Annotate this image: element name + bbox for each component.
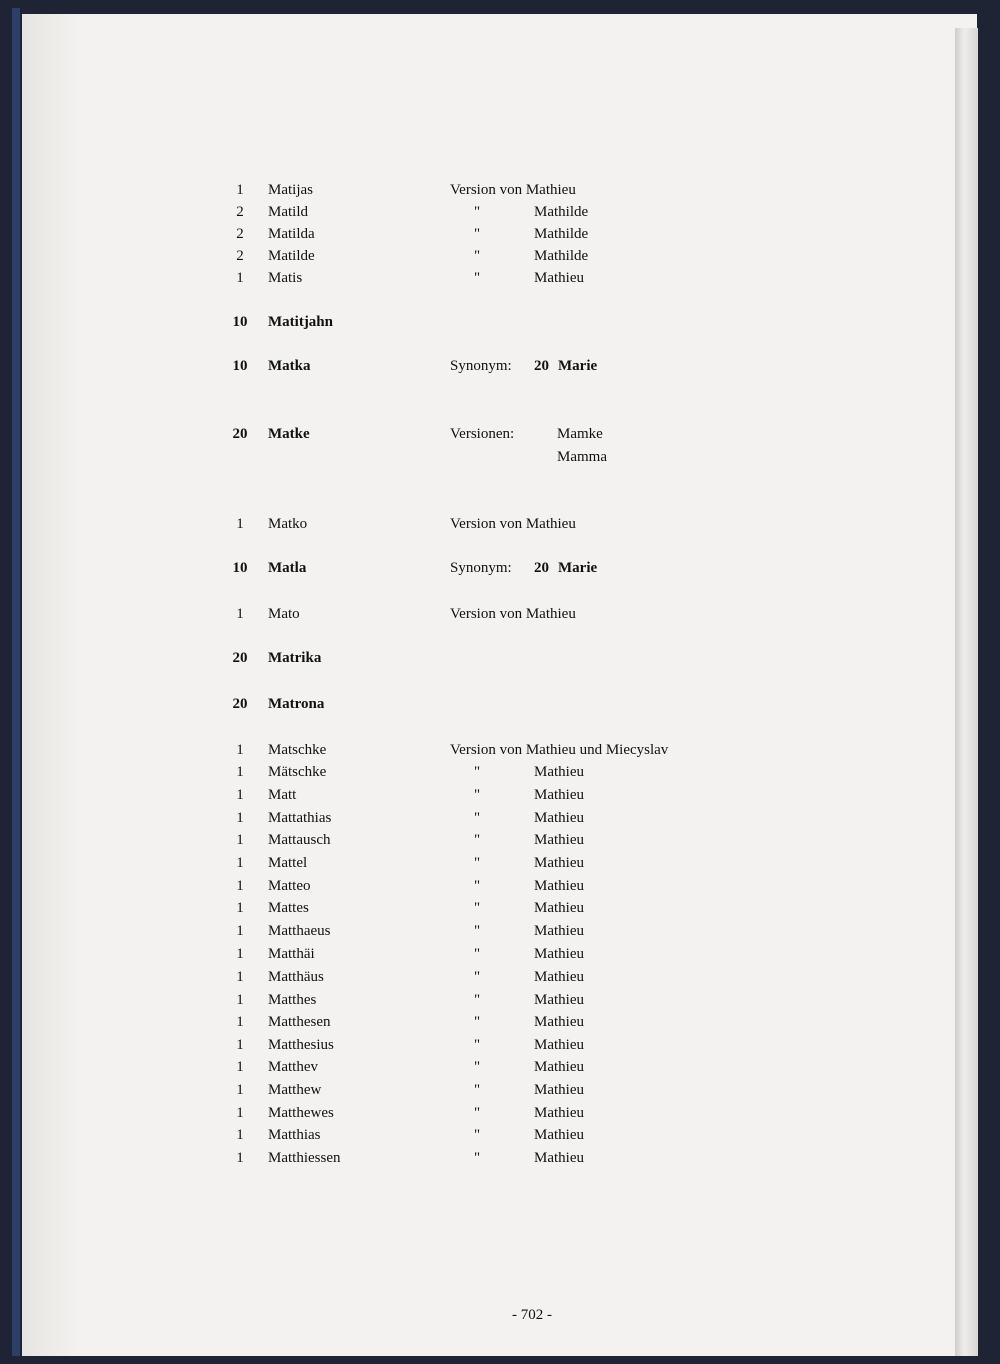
entry-frequency-number: 1 — [236, 1037, 244, 1053]
entry-frequency-number: 1 — [236, 1127, 244, 1143]
entry-frequency-number: 1 — [236, 516, 244, 532]
entry-name: Mattes — [268, 900, 309, 916]
entry-frequency-number: 10 — [232, 358, 248, 374]
entry-frequency-number: 1 — [236, 1082, 244, 1098]
entry-target-name: Mathieu — [534, 855, 584, 871]
entry-target-name: Mathieu — [534, 810, 584, 826]
ditto-mark: " — [474, 204, 481, 220]
entry-frequency-number: 2 — [236, 248, 244, 264]
entry-name: Matthes — [268, 992, 317, 1008]
entry-frequency-number: 10 — [232, 314, 248, 330]
entry-target-name: Mathieu — [534, 900, 584, 916]
ditto-mark: " — [474, 923, 481, 939]
entry-name: Matitjahn — [268, 314, 333, 330]
synonym-label: Synonym: — [450, 560, 512, 576]
entry-name: Matthewes — [268, 1105, 334, 1121]
entry-target-name: Mathieu — [534, 1105, 584, 1121]
entry-target-name: Mathilde — [534, 204, 589, 220]
entry-name: Matthiessen — [268, 1150, 341, 1166]
synonym-number: 20 — [534, 358, 549, 374]
entry-name: Matthesen — [268, 1014, 331, 1030]
page-number: - 702 - — [512, 1307, 552, 1323]
entry-name: Matthew — [268, 1082, 322, 1098]
entry-frequency-number: 20 — [232, 426, 248, 442]
ditto-mark: " — [474, 764, 481, 780]
entry-name: Matild — [268, 204, 308, 220]
page-gutter-shadow — [22, 14, 82, 1356]
synonym-number: 20 — [534, 560, 549, 576]
entry-name: Matla — [268, 560, 307, 576]
synonym-name: Marie — [558, 358, 598, 374]
entry-name: Matka — [268, 358, 311, 374]
entry-frequency-number: 1 — [236, 878, 244, 894]
version-target-name: Mamke — [557, 426, 603, 442]
entry-target-name: Mathieu — [534, 1082, 584, 1098]
entry-frequency-number: 2 — [236, 226, 244, 242]
synonym-name: Marie — [558, 560, 598, 576]
ditto-mark: " — [474, 248, 481, 264]
ditto-mark: " — [474, 832, 481, 848]
entry-name: Matt — [268, 787, 297, 803]
ditto-mark: " — [474, 946, 481, 962]
entry-target-name: Mathieu — [534, 1014, 584, 1030]
entry-name: Mato — [268, 606, 300, 622]
ditto-mark: " — [474, 969, 481, 985]
version-target-name: Mamma — [557, 449, 607, 465]
book-page — [22, 14, 977, 1356]
entry-target-name: Mathieu — [534, 270, 584, 286]
ditto-mark: " — [474, 855, 481, 871]
entry-name: Matthesius — [268, 1037, 334, 1053]
entry-name: Matis — [268, 270, 303, 286]
entry-frequency-number: 1 — [236, 900, 244, 916]
entry-target-name: Mathieu — [534, 787, 584, 803]
entry-name: Matrona — [268, 696, 325, 712]
entry-frequency-number: 1 — [236, 946, 244, 962]
entry-relation: Version von Mathieu und Miecyslav — [450, 742, 669, 758]
entry-target-name: Mathieu — [534, 1150, 584, 1166]
entry-frequency-number: 1 — [236, 1150, 244, 1166]
entry-name: Matthias — [268, 1127, 321, 1143]
entry-name: Matke — [268, 426, 310, 442]
entry-frequency-number: 1 — [236, 810, 244, 826]
entry-name: Matilda — [268, 226, 315, 242]
ditto-mark: " — [474, 270, 481, 286]
ditto-mark: " — [474, 1150, 481, 1166]
entry-frequency-number: 1 — [236, 1059, 244, 1075]
entry-frequency-number: 2 — [236, 204, 244, 220]
entry-name: Mattel — [268, 855, 308, 871]
entry-frequency-number: 1 — [236, 742, 244, 758]
entry-target-name: Mathieu — [534, 946, 584, 962]
entry-target-name: Mathieu — [534, 1127, 584, 1143]
ditto-mark: " — [474, 878, 481, 894]
entry-frequency-number: 1 — [236, 787, 244, 803]
ditto-mark: " — [474, 1105, 481, 1121]
ditto-mark: " — [474, 992, 481, 1008]
entry-target-name: Mathieu — [534, 878, 584, 894]
book-cover-edge — [12, 8, 20, 1356]
entry-target-name: Mathieu — [534, 1037, 584, 1053]
entry-relation: Version von Mathieu — [450, 606, 576, 622]
ditto-mark: " — [474, 1014, 481, 1030]
entry-name: Mätschke — [268, 764, 327, 780]
entry-target-name: Mathieu — [534, 923, 584, 939]
entry-frequency-number: 1 — [236, 182, 244, 198]
entry-name: Mattausch — [268, 832, 331, 848]
entry-target-name: Mathieu — [534, 969, 584, 985]
ditto-mark: " — [474, 810, 481, 826]
entry-frequency-number: 1 — [236, 1105, 244, 1121]
entry-name: Matijas — [268, 182, 313, 198]
entry-target-name: Mathilde — [534, 248, 589, 264]
entry-target-name: Mathieu — [534, 1059, 584, 1075]
entry-frequency-number: 1 — [236, 764, 244, 780]
entry-name: Matthäus — [268, 969, 324, 985]
entry-frequency-number: 1 — [236, 923, 244, 939]
entry-name: Matilde — [268, 248, 315, 264]
entry-name: Matschke — [268, 742, 327, 758]
entry-name: Matteo — [268, 878, 311, 894]
ditto-mark: " — [474, 900, 481, 916]
entry-frequency-number: 10 — [232, 560, 248, 576]
entry-name: Matko — [268, 516, 308, 532]
ditto-mark: " — [474, 1127, 481, 1143]
entry-frequency-number: 1 — [236, 270, 244, 286]
ditto-mark: " — [474, 1082, 481, 1098]
entry-name: Matthaeus — [268, 923, 331, 939]
ditto-mark: " — [474, 787, 481, 803]
synonym-label: Synonym: — [450, 358, 512, 374]
ditto-mark: " — [474, 1037, 481, 1053]
entry-target-name: Mathieu — [534, 992, 584, 1008]
ditto-mark: " — [474, 1059, 481, 1075]
entry-name: Matthev — [268, 1059, 318, 1075]
entry-target-name: Mathieu — [534, 764, 584, 780]
entry-name: Mattathias — [268, 810, 332, 826]
entry-frequency-number: 1 — [236, 832, 244, 848]
versions-label: Versionen: — [450, 426, 515, 442]
ditto-mark: " — [474, 226, 481, 242]
entry-target-name: Mathieu — [534, 832, 584, 848]
entry-frequency-number: 1 — [236, 992, 244, 1008]
entry-frequency-number: 20 — [232, 696, 248, 712]
entry-name: Matthäi — [268, 946, 315, 962]
entry-relation: Version von Mathieu — [450, 182, 576, 198]
entry-frequency-number: 1 — [236, 1014, 244, 1030]
entry-frequency-number: 1 — [236, 969, 244, 985]
entry-target-name: Mathilde — [534, 226, 589, 242]
entry-relation: Version von Mathieu — [450, 516, 576, 532]
entry-name: Matrika — [268, 650, 322, 666]
entry-frequency-number: 20 — [232, 650, 248, 666]
page-stack-edge — [955, 28, 978, 1356]
entry-frequency-number: 1 — [236, 606, 244, 622]
entry-frequency-number: 1 — [236, 855, 244, 871]
